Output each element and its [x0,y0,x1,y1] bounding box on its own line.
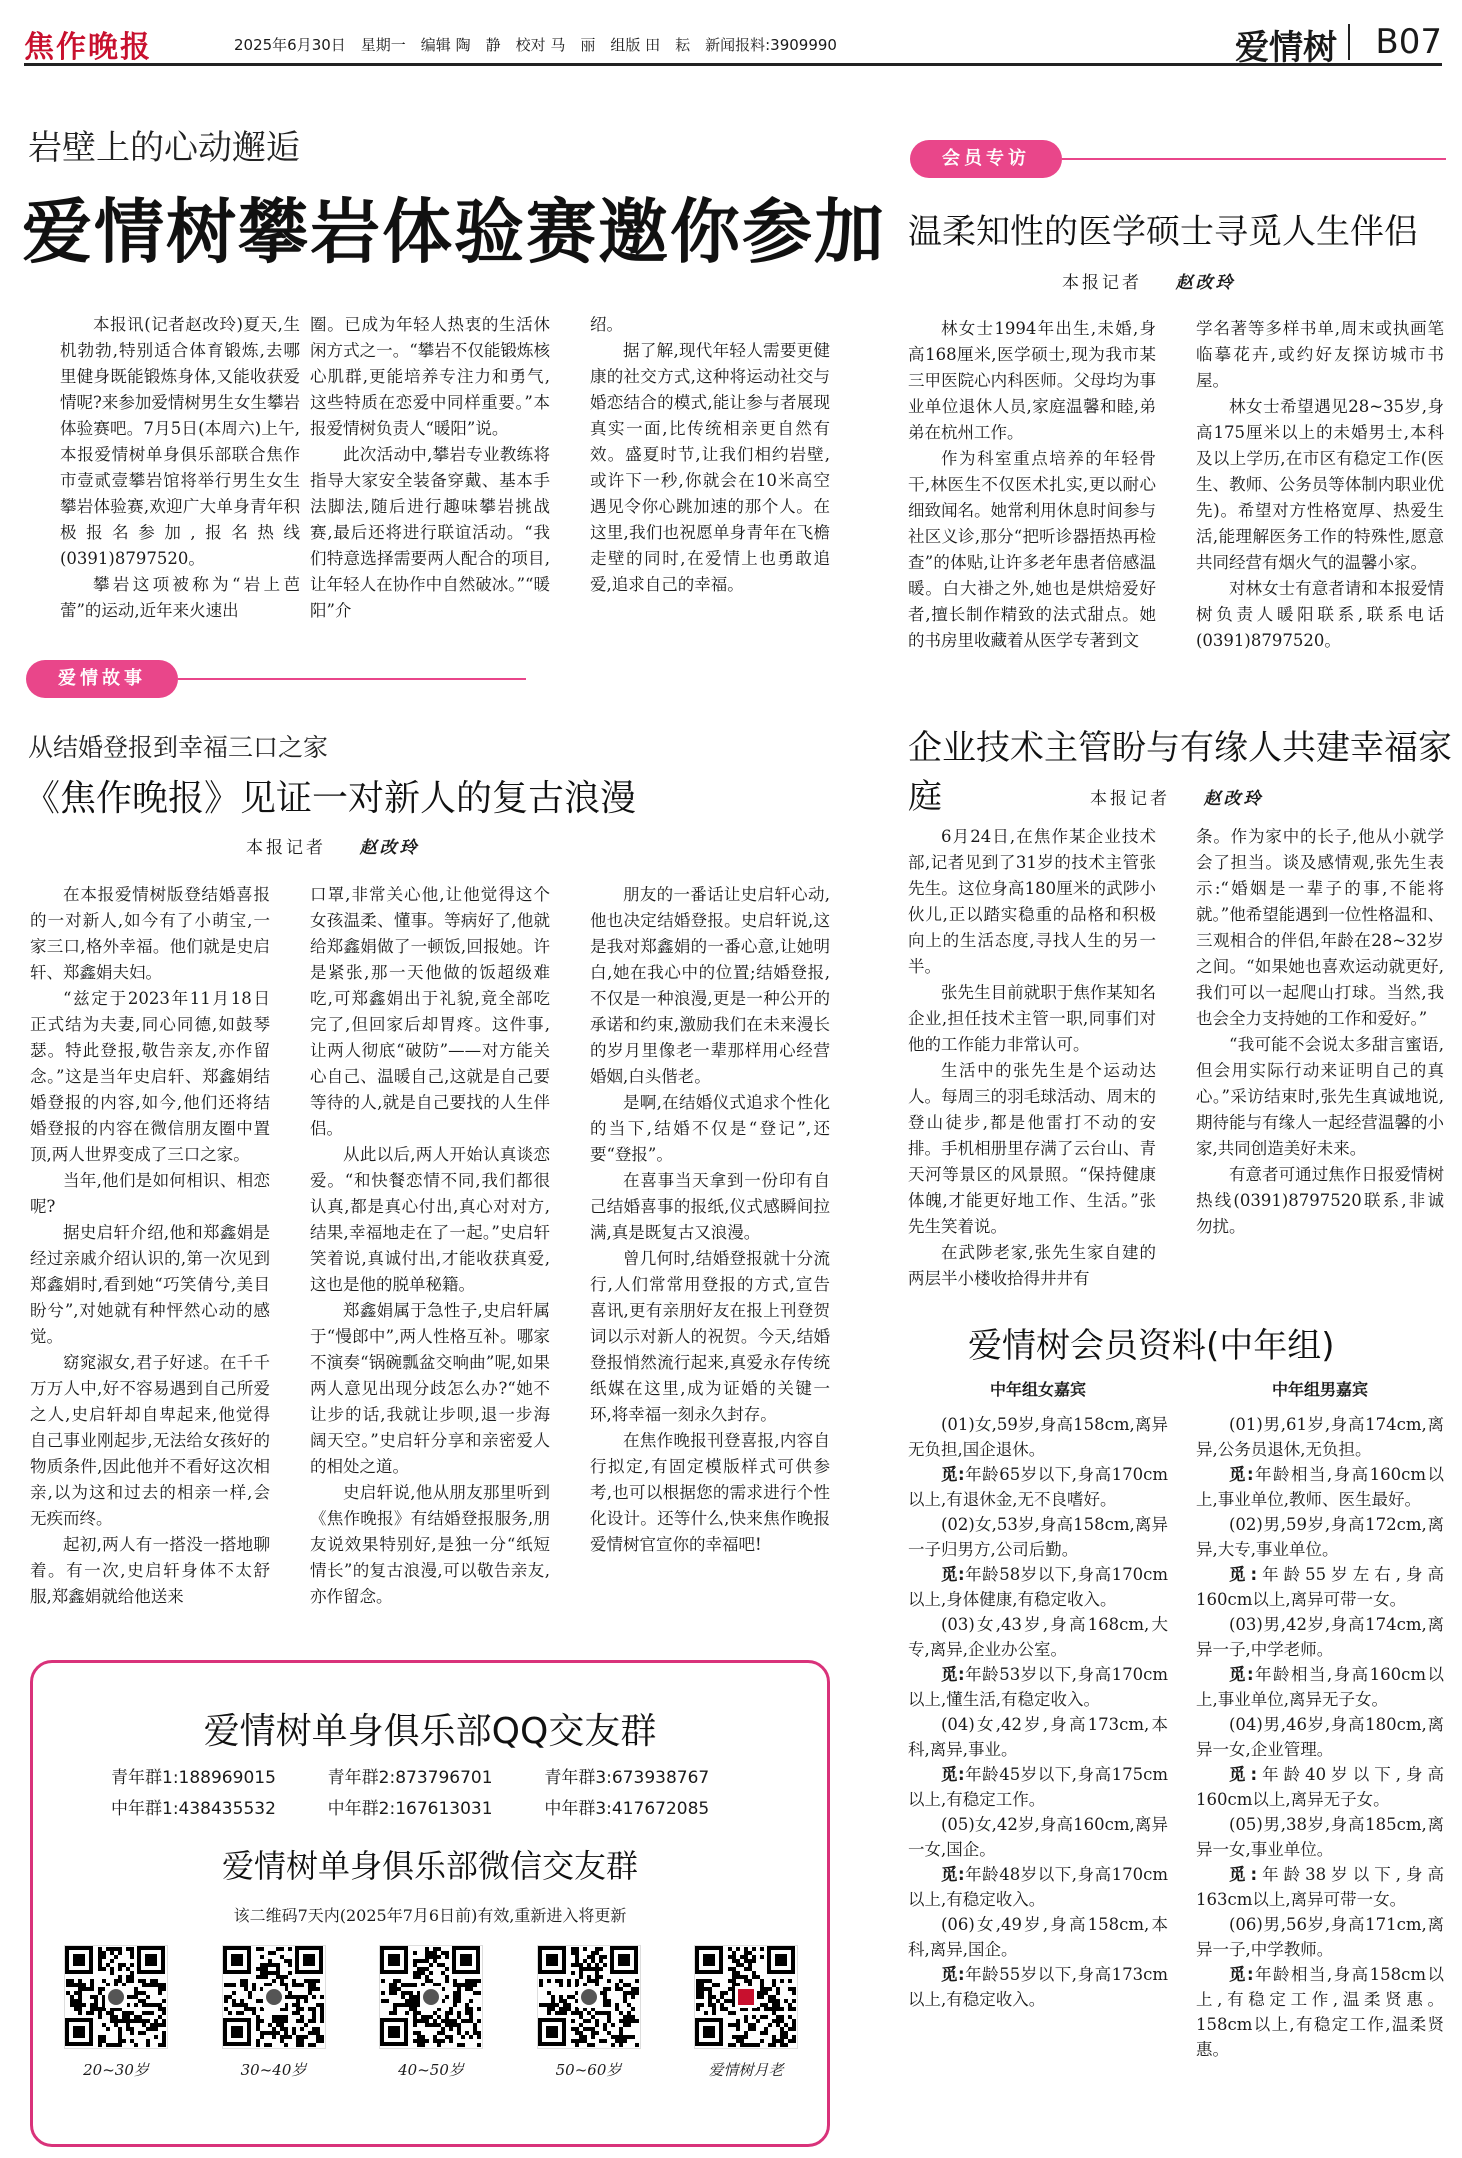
story-byline [246,833,420,858]
member-requirement [908,1762,1168,1812]
paragraph: 起初,两人有一搭没一搭地聊着。有一次,史启轩身体不太舒服,郑鑫娟就给他送来 [30,1535,270,1606]
requirement-label: 觅: [941,1665,965,1684]
article1-col-1 [60,312,300,624]
story-headline: 《焦作晚报》见证一对新人的复古浪漫 [24,778,637,819]
qr-code-icon[interactable] [537,1945,641,2049]
wechat-groups-title: 爱情树单身俱乐部微信交友群 [221,1847,638,1885]
paragraph: 本报讯(记者赵改玲)夏天,生机勃勃,特别适合体育锻炼,去哪里健身既能锻炼身体,又能收获爱情呢?来参加爱情树男生女生攀岩体验赛吧。7月5日(本周六)上午,本报爱情树单身俱乐部联合焦作市壹贰壹攀岩馆将举行男生女生攀岩体验赛,欢迎广大单身青年积极报名参加,报名热线(0391)8797520。 [60,315,300,568]
requirement-label: 觅: [941,1965,965,1984]
requirement-label: 觅: [1229,1665,1254,1684]
requirement-label: 觅: [1229,1565,1258,1584]
paragraph: 在本报爱情树版登结婚喜报的一对新人,如今有了小萌宝,一家三口,格外幸福。他们就是史启轩、郑鑫娟夫妇。 [30,885,270,982]
story-section-tag [26,660,526,698]
member1-headline: 温柔知性的医学硕士寻觅人生伴侣 [908,212,1418,252]
member-info: (01)女,59岁,身高158cm,离异无负担,国企退休。 [908,1415,1168,1459]
qr-code-icon[interactable] [222,1945,326,2049]
qq-group-number[interactable]: 中年群2:167613031 [327,1799,493,1819]
paragraph: 口罩,非常关心他,让他觉得这个女孩温柔、懂事。等病好了,他就给郑鑫娟做了一顿饭,回报她。许是紧张,那一天他做的饭超级难吃,可郑鑫娟出于礼貌,竟全部吃完了,但回家后却胃疼。这件事,让两人彻底“破防”——对方能关心自己、温暖自己,这就是自己要等待的人,就是自己要找的人生伴侣。 [310,885,550,1138]
paragraph: 林女士希望遇见28~35岁,身高175厘米以上的未婚男士,本科及以上学历,在市区有稳定工作(医生、教师、公务员等体制内职业优先)。希望对方性格宽厚、热爱生活,能理解医务工作的特殊性,愿意共同经营有烟火气的温馨小家。 [1196,397,1444,572]
member-requirement [1196,1762,1444,1812]
qr-validity-note: 该二维码7天内(2025年7月6日前)有效,重新进入将更新 [233,1906,627,1925]
page-number: B07 [1375,22,1442,62]
tag-label: 会员专访 [910,140,1062,178]
paragraph: 是啊,在结婚仪式追求个性化的当下,结婚不仅是“登记”,还要“登报”。 [590,1093,830,1164]
qr-code-icon[interactable] [64,1945,168,2049]
member-requirement [908,1862,1168,1912]
article1-col-2 [310,312,550,624]
member-requirement [908,1462,1168,1512]
requirement-text: 年龄相当,身高158cm以上,有稳定工作,温柔贤惠。158cm以上,有稳定工作,温柔贤惠。 [1196,1965,1444,2059]
member-requirement [1196,1962,1444,2062]
requirement-label: 觅: [1229,1465,1254,1484]
paragraph: 圈。已成为年轻人热衷的生活休闲方式之一。“攀岩不仅能锻炼核心肌群,更能培养专注力和勇气,这些特质在恋爱中同样重要。”本报爱情树负责人“暖阳”说。 [310,315,550,438]
member1-col-1 [908,316,1156,654]
male-members-heading: 中年组男嘉宾 [1271,1380,1368,1399]
member-info: (06)男,56岁,身高171cm,离异一子,中学教师。 [1196,1915,1444,1959]
paragraph: 郑鑫娟属于急性子,史启轩属于“慢郎中”,两人性格互补。哪家不演奏“锅碗瓢盆交响曲”呢,如果两人意见出现分歧怎么办?“她不让步的话,我就让步呗,退一步海阔天空。”史启轩分享和亲密爱人的相处之道。 [310,1301,550,1476]
qq-group-number[interactable]: 中年群1:438435532 [111,1799,276,1819]
requirement-text: 年龄48岁以下,身高170cm以上,有稳定收入。 [908,1865,1168,1909]
paragraph: 朋友的一番话让史启轩心动,他也决定结婚登报。史启轩说,这是我对郑鑫娟的一番心意,让她明白,她在我心中的位置;结婚登报,不仅是一种浪漫,更是一种公开的承诺和约束,激励我们在未来漫长的岁月里像老一辈那样用心经营婚姻,白头偕老。 [590,885,830,1086]
paragraph: 条。作为家中的长子,他从小就学会了担当。谈及感情观,张先生表示:“婚姻是一辈子的事,不能将就。”他希望能遇到一位性格温和、三观相合的伴侣,年龄在28~32岁之间。“如果她也喜欢运动就更好,我们可以一起爬山打球。当然,我也会全力支持她的工作和爱好。” [1196,827,1444,1028]
article1-col-3 [590,312,830,598]
member-info: (04)女,42岁,身高173cm,本科,离异,事业。 [908,1715,1168,1759]
member-requirement [908,1662,1168,1712]
byline-author: 赵改玲 [1203,789,1264,809]
header-divider [1348,24,1350,60]
qr-caption: 20~30岁 [83,2061,149,2079]
member-info: (03)男,42岁,身高174cm,离异一子,中学老师。 [1196,1615,1444,1659]
paragraph: “我可能不会说太多甜言蜜语,但会用实际行动来证明自己的真心。”采访结束时,张先生真诚地说,期待能与有缘人一起经营温馨的小家,共同创造美好未来。 [1196,1035,1444,1158]
qq-group-number[interactable]: 中年群3:417672085 [544,1799,710,1819]
member-info: (02)男,59岁,身高172cm,离异,大专,事业单位。 [1196,1515,1444,1559]
paragraph: 在武陟老家,张先生家自建的两层半小楼收拾得井井有 [908,1243,1156,1288]
qq-group-number[interactable]: 青年群1:188969015 [111,1768,276,1788]
paragraph: 有意者可通过焦作日报爱情树热线(0391)8797520联系,非诚勿扰。 [1196,1165,1444,1236]
paragraph: 据了解,现代年轻人需要更健康的社交方式,这种将运动社交与婚恋结合的模式,能让参与者展现真实一面,比传统相亲更自然有效。盛夏时节,让我们相约岩壁,或许下一秒,你就会在10米高空遇见令你心跳加速的那个人。在这里,我们也祝愿单身青年在飞檐走壁的同时,在爱情上也勇敢追爱,追求自己的幸福。 [590,341,830,594]
member-info: (05)女,42岁,身高160cm,离异一女,国企。 [908,1815,1168,1859]
requirement-text: 年龄45岁以下,身高175cm以上,有稳定工作。 [908,1765,1168,1809]
story-col-3 [590,882,830,1558]
paragraph: 6月24日,在焦作某企业技术部,记者见到了31岁的技术主管张先生。这位身高180厘米的武陟小伙儿,正以踏实稳重的品格和积极向上的生活态度,寻找人生的另一半。 [908,827,1156,976]
member1-body [908,316,1444,696]
masthead-logo: 焦作晚报 [24,30,152,65]
qr-item[interactable] [691,1945,801,2080]
story-col-1 [30,882,270,1610]
paragraph: 生活中的张先生是个运动达人。每周三的羽毛球活动、周末的登山徒步,都是他雷打不动的安排。手机相册里存满了云台山、青天河等景区的风景照。“保持健康体魄,才能更好地工作、生活。”张先生笑着说。 [908,1061,1156,1236]
qr-code-row [61,1945,801,2080]
section-name: 爱情树 [1235,28,1337,68]
tag-rule [178,678,526,680]
male-member-list [1196,1412,1444,2062]
member-info: (06)女,49岁,身高158cm,本科,离异,国企。 [908,1915,1168,1959]
qq-group-number[interactable]: 青年群3:673938767 [544,1768,710,1788]
requirement-text: 年龄58岁以下,身高170cm以上,身体健康,有稳定收入。 [908,1565,1168,1609]
paragraph: 对林女士有意者请和本报爱情树负责人暖阳联系,联系电话(0391)8797520。 [1196,579,1444,650]
paragraph: 在喜事当天拿到一份印有自己结婚喜事的报纸,仪式感瞬间拉满,真是既复古又浪漫。 [590,1171,830,1242]
club-groups-box [30,1660,830,2147]
requirement-label: 觅: [1229,1965,1254,1984]
requirement-text: 年龄55岁以下,身高173cm以上,有稳定收入。 [908,1965,1168,2009]
paragraph: 从此以后,两人开始认真谈恋爱。“和快餐恋情不同,我们都很认真,都是真心付出,真心对对方,结果,幸福地走在了一起。”史启轩笑着说,真诚付出,才能收获真爱,这也是他的脱单秘籍。 [310,1145,550,1294]
member-info: (01)男,61岁,身高174cm,离异,公务员退休,无负担。 [1196,1415,1444,1459]
qr-item[interactable] [376,1945,486,2080]
byline-author: 赵改玲 [1175,273,1236,293]
paragraph: 曾几何时,结婚登报就十分流行,人们常常用登报的方式,宣告喜讯,更有亲朋好友在报上刊登贺词以示对新人的祝贺。今天,结婚登报悄然流行起来,真爱永存传统纸媒在这里,成为证婚的关键一环,将幸福一刻永久封存。 [590,1249,830,1424]
member-info: (02)女,53岁,身高158cm,离异一子归男方,公司后勤。 [908,1515,1168,1559]
requirement-text: 年龄65岁以下,身高170cm以上,有退休金,无不良嗜好。 [908,1465,1168,1509]
story-kicker: 从结婚登报到幸福三口之家 [28,733,329,762]
requirement-text: 年龄53岁以下,身高170cm以上,懂生活,有稳定收入。 [908,1665,1168,1709]
article1-body [30,312,830,642]
member-info: (05)男,38岁,身高185cm,离异一女,事业单位。 [1196,1815,1444,1859]
member1-byline [1062,268,1236,293]
article1-kicker: 岩壁上的心动邂逅 [28,128,300,168]
paragraph: 攀岩这项被称为“岩上芭蕾”的运动,近年来火速出 [60,575,300,620]
requirement-label: 觅: [941,1465,965,1484]
requirement-text: 年龄40岁以下,身高160cm以上,离异无子女。 [1196,1765,1444,1809]
tag-rule [1062,158,1446,160]
paragraph: 窈窕淑女,君子好逑。在千千万万人中,好不容易遇到自己所爱之人,史启轩却自卑起来,他觉得自己事业刚起步,无法给女孩好的物质条件,因此他并不看好这次相亲,以为这和过去的相亲一样,会无疾而终。 [30,1353,270,1528]
paragraph: 张先生目前就职于焦作某知名企业,担任技术主管一职,同事们对他的工作能力非常认可。 [908,983,1156,1054]
requirement-label: 觅: [1229,1765,1258,1784]
paragraph: 学名著等多样书单,周末或执画笔临摹花卉,或约好友探访城市书屋。 [1196,319,1444,390]
qr-item[interactable] [534,1945,644,2080]
qr-caption: 30~40岁 [240,2061,307,2079]
member2-body [908,824,1444,1288]
requirement-text: 年龄相当,身高160cm以上,事业单位,离异无子女。 [1196,1665,1444,1709]
member-requirement [1196,1462,1444,1512]
paragraph: 当年,他们是如何相识、相恋呢? [30,1171,270,1216]
male-members-col [1196,1377,1444,2062]
requirement-label: 觅: [941,1865,965,1884]
requirement-text: 年龄55岁左右,身高160cm以上,离异可带一女。 [1196,1565,1444,1609]
qr-caption: 爱情树月老 [708,2061,784,2079]
byline-prefix: 本报记者 [246,838,326,858]
qq-groups-title: 爱情树单身俱乐部QQ交友群 [203,1711,657,1752]
member-requirement [908,1962,1168,2012]
paragraph: 史启轩说,他从朋友那里听到《焦作晚报》有结婚登报服务,朋友说效果特别好,是独一分“纸短情长”的复古浪漫,可以敬告亲友,亦作留念。 [310,1483,550,1606]
tag-label: 爱情故事 [26,660,178,698]
member2-col-2 [1196,824,1444,1240]
member-info: (04)男,46岁,身高180cm,离异一女,企业管理。 [1196,1715,1444,1759]
member2-headline: 企业技术主管盼与有缘人共建幸福家庭 [908,728,1452,817]
member-requirement [1196,1662,1444,1712]
byline-prefix: 本报记者 [1062,273,1142,293]
female-member-list [908,1412,1168,2012]
qq-group-list [111,1763,761,1819]
qr-item[interactable] [219,1945,329,2080]
qr-caption: 40~50岁 [398,2061,464,2079]
member2-col-1 [908,824,1156,1292]
qr-item[interactable] [61,1945,171,2080]
byline-prefix: 本报记者 [1090,789,1170,809]
requirement-text: 年龄38岁以下,身高163cm以上,离异可带一女。 [1196,1865,1444,1909]
member1-col-2 [1196,316,1444,654]
paragraph: 绍。 [590,315,623,334]
qr-caption: 50~60岁 [555,2061,622,2079]
member-list-title: 爱情树会员资料(中年组) [968,1326,1335,1366]
qr-code-icon[interactable] [694,1945,798,2049]
member-requirement [1196,1862,1444,1912]
member-info: (03)女,43岁,身高168cm,大专,离异,企业办公室。 [908,1615,1168,1659]
female-members-heading: 中年组女嘉宾 [989,1380,1086,1399]
member-section-tag [910,140,1446,178]
female-members-col [908,1377,1168,2012]
paragraph: 林女士1994年出生,未婚,身高168厘米,医学硕士,现为我市某三甲医院心内科医师。父母均为事业单位退休人员,家庭温馨和睦,弟弟在杭州工作。 [908,319,1156,442]
story-body [30,882,830,1642]
byline-author: 赵改玲 [359,838,420,858]
requirement-label: 觅: [1229,1865,1258,1884]
paragraph: “兹定于2023年11月18日正式结为夫妻,同心同德,如鼓琴瑟。特此登报,敬告亲友,亦作留念。”这是当年史启轩、郑鑫娟结婚登报的内容,如今,他们还将结婚登报的内容在微信朋友圈中置顶,两人世界变成了三口之家。 [30,989,270,1164]
header-date-line: 2025年6月30日 星期一 编辑 陶 静 校对 马 丽 组版 田 耘 新闻报料:3909990 [234,36,837,54]
qq-group-number[interactable]: 青年群2:873796701 [327,1768,493,1788]
requirement-text: 年龄相当,身高160cm以上,事业单位,教师、医生最好。 [1196,1465,1444,1509]
page-header [24,14,1442,66]
paragraph: 在焦作晚报刊登喜报,内容自行拟定,有固定模版样式可供参考,也可以根据您的需求进行个性化设计。还等什么,快来焦作晚报爱情树官宣你的幸福吧! [590,1431,830,1554]
paragraph: 作为科室重点培养的年轻骨干,林医生不仅医术扎实,更以耐心细致闻名。她常利用休息时间参与社区义诊,那分“把听诊器捂热再检查”的体贴,让许多老年患者倍感温暖。白大褂之外,她也是烘焙爱好者,擅长制作精致的法式甜点。她的书房里收藏着从医学专著到文 [908,449,1156,650]
member-requirement [1196,1562,1444,1612]
paragraph: 此次活动中,攀岩专业教练将指导大家安全装备穿戴、基本手法脚法,随后进行趣味攀岩挑战赛,最后还将进行联谊活动。“我们特意选择需要两人配合的项目,让年轻人在协作中自然破冰。”“暖阳”介 [310,445,550,620]
article1-headline: 爱情树攀岩体验赛邀你参加 [22,191,886,273]
requirement-label: 觅: [941,1765,965,1784]
member2-byline [1090,784,1264,809]
requirement-label: 觅: [941,1565,965,1584]
qr-code-icon[interactable] [379,1945,483,2049]
member-requirement [908,1562,1168,1612]
paragraph: 据史启轩介绍,他和郑鑫娟是经过亲戚介绍认识的,第一次见到郑鑫娟时,看到她“巧笑倩兮,美目盼兮”,对她就有种怦然心动的感觉。 [30,1223,270,1346]
story-col-2 [310,882,550,1610]
